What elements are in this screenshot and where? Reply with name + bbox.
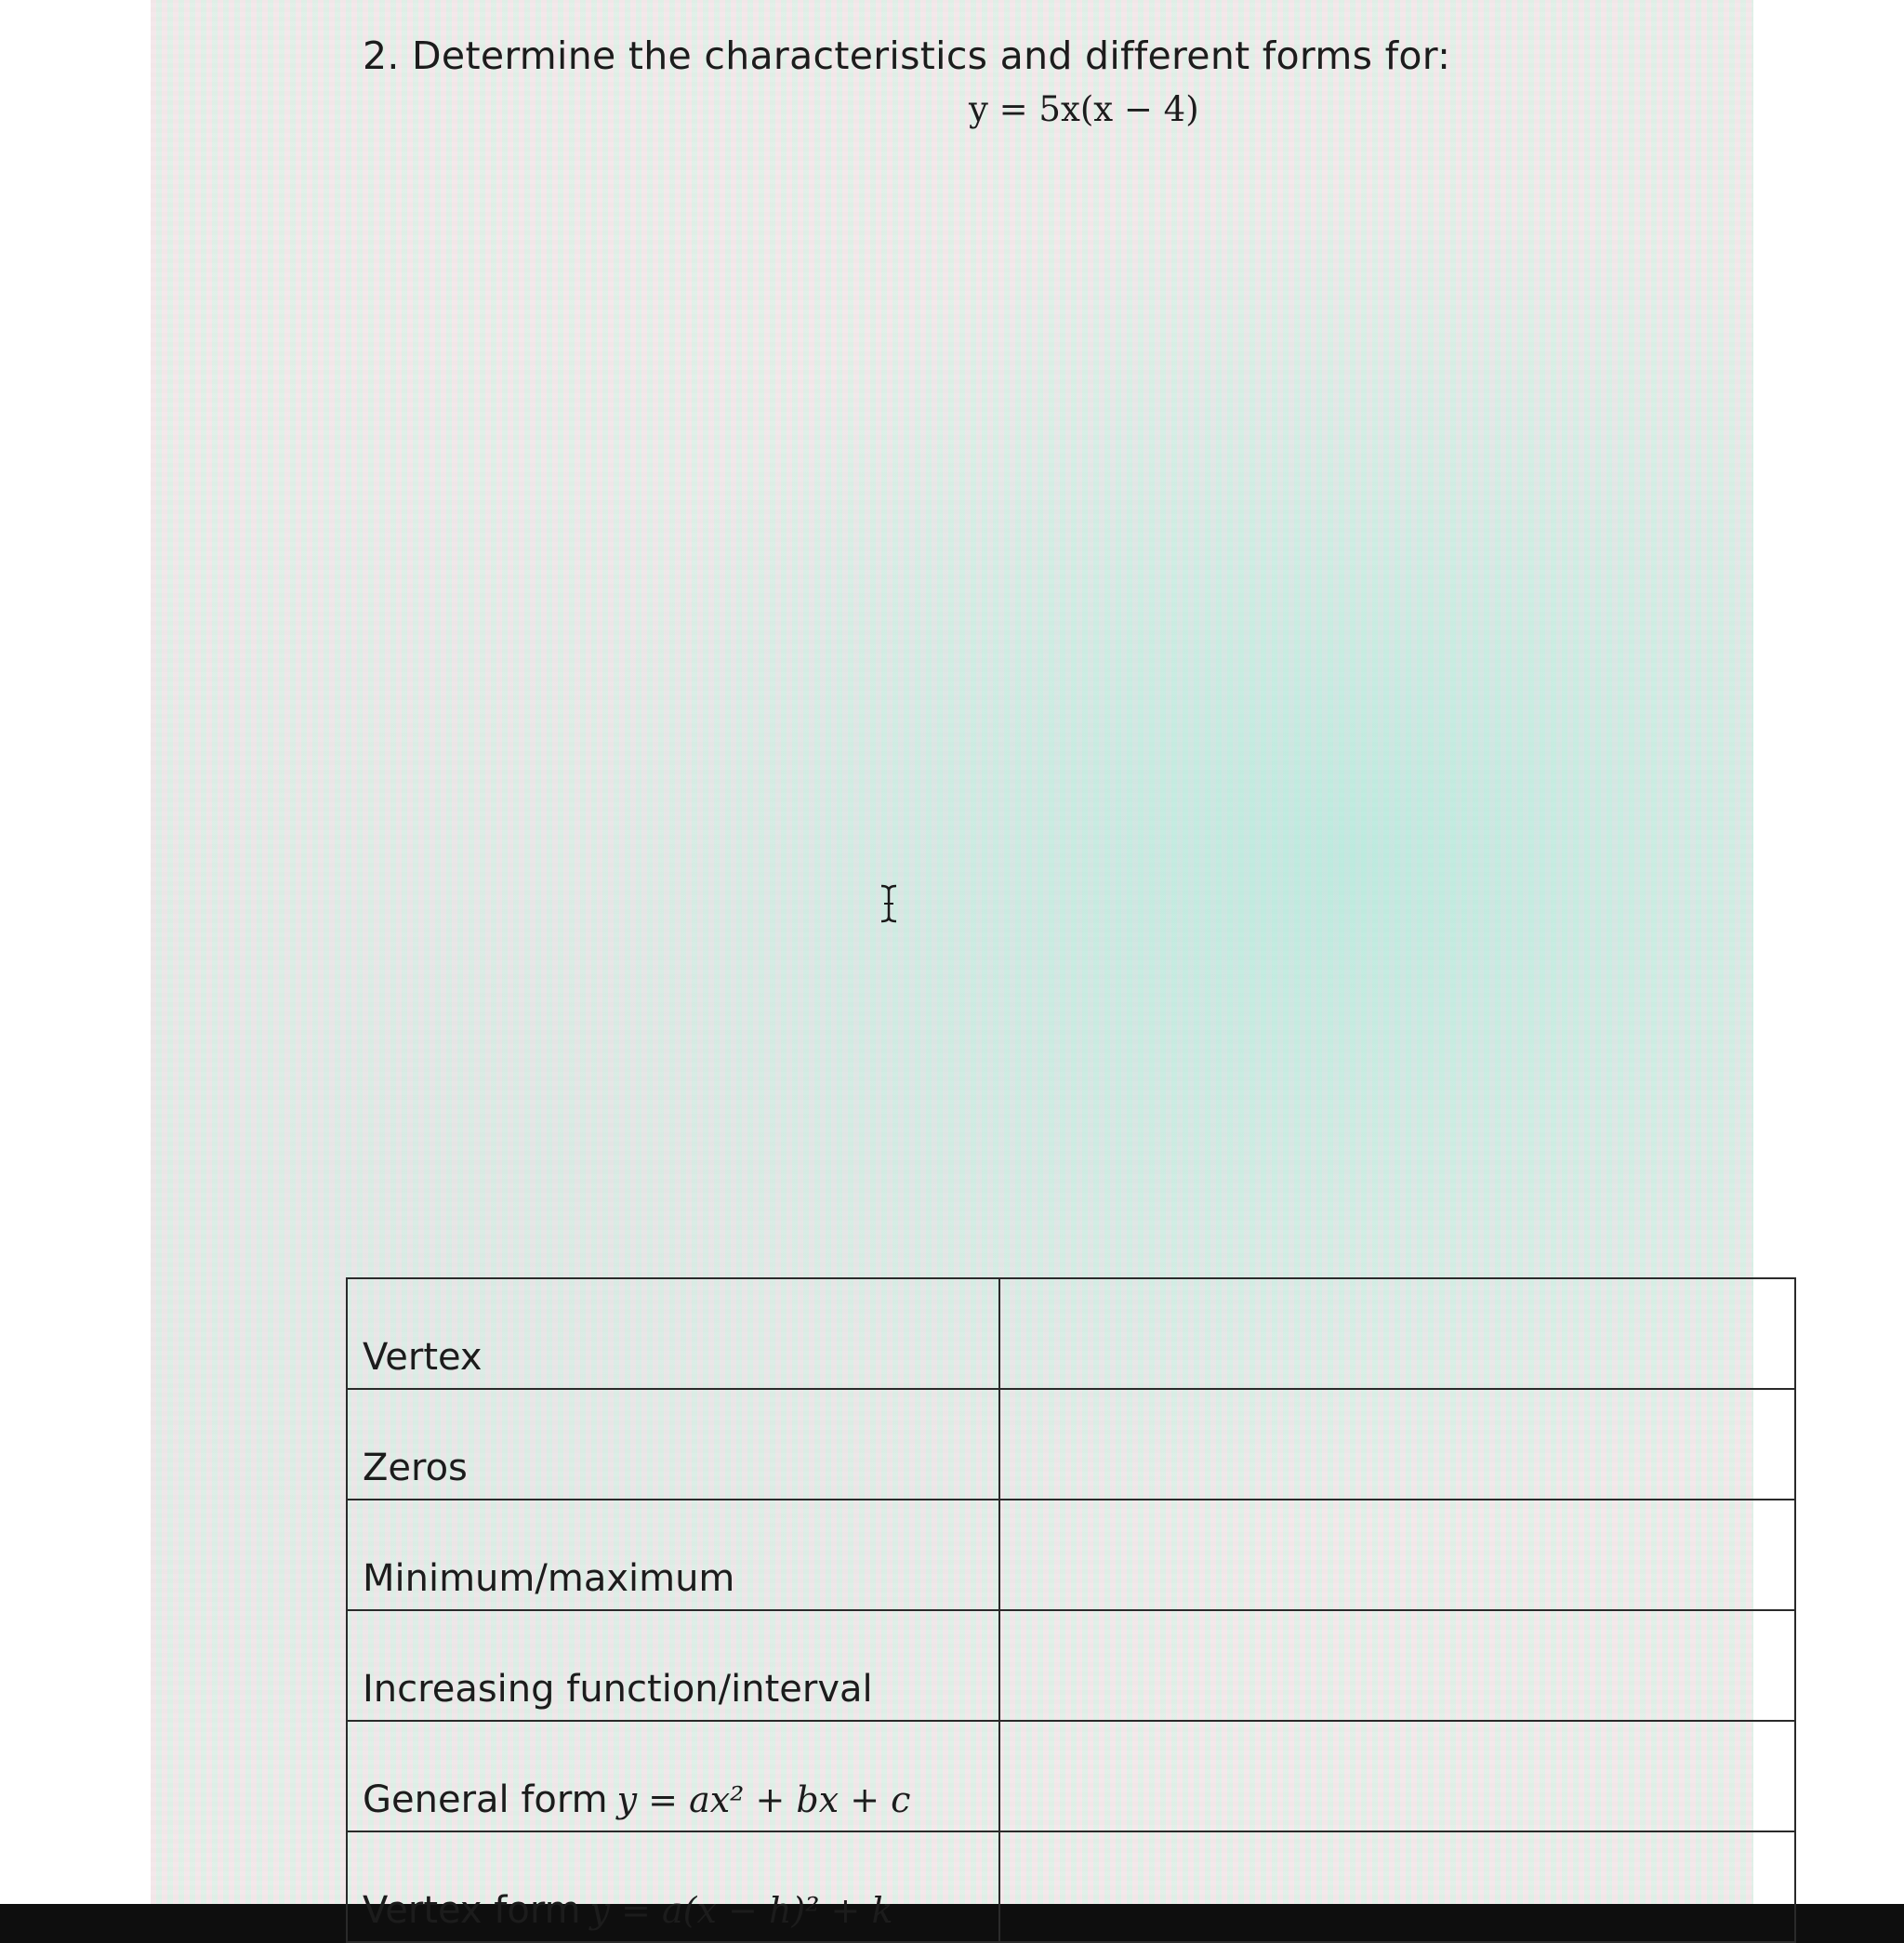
answer-cell-increasing[interactable]	[999, 1610, 1795, 1721]
row-label-zeros	[347, 1389, 999, 1500]
row-label-vertex	[347, 1278, 999, 1389]
text-cursor-icon	[878, 883, 900, 924]
answer-cell-vertex[interactable]	[999, 1278, 1795, 1389]
row-label-general-form	[347, 1721, 999, 1831]
table-row	[347, 1721, 1795, 1831]
general-form-formula: y = ax² + bx + c	[616, 1779, 911, 1820]
row-label-min-max	[347, 1500, 999, 1610]
row-label-vertex-form	[347, 1831, 999, 1942]
row-label-text: Minimum/maximum	[363, 1557, 735, 1600]
table-row	[347, 1610, 1795, 1721]
row-label-text: Vertex form	[363, 1889, 581, 1932]
document-screen	[151, 0, 1753, 1932]
answer-cell-min-max[interactable]	[999, 1500, 1795, 1610]
table-row	[347, 1389, 1795, 1500]
question-equation: y = 5x(x − 4)	[969, 89, 1199, 129]
table-row	[347, 1278, 1795, 1389]
characteristics-table	[346, 1277, 1796, 1943]
table-row	[347, 1831, 1795, 1942]
answer-cell-general-form[interactable]	[999, 1721, 1795, 1831]
table-row	[347, 1500, 1795, 1610]
row-label-text: General form	[363, 1778, 608, 1821]
answer-cell-zeros[interactable]	[999, 1389, 1795, 1500]
vertex-form-formula: y = a(x − h)² + k	[589, 1890, 893, 1931]
answer-cell-vertex-form[interactable]	[999, 1831, 1795, 1942]
row-label-text: Zeros	[363, 1447, 468, 1489]
row-label-increasing	[347, 1610, 999, 1721]
row-label-text: Increasing function/interval	[363, 1668, 873, 1711]
question-text: 2. Determine the characteristics and different forms for:	[363, 33, 1451, 78]
row-label-text: Vertex	[363, 1336, 483, 1379]
left-background	[0, 0, 151, 1904]
